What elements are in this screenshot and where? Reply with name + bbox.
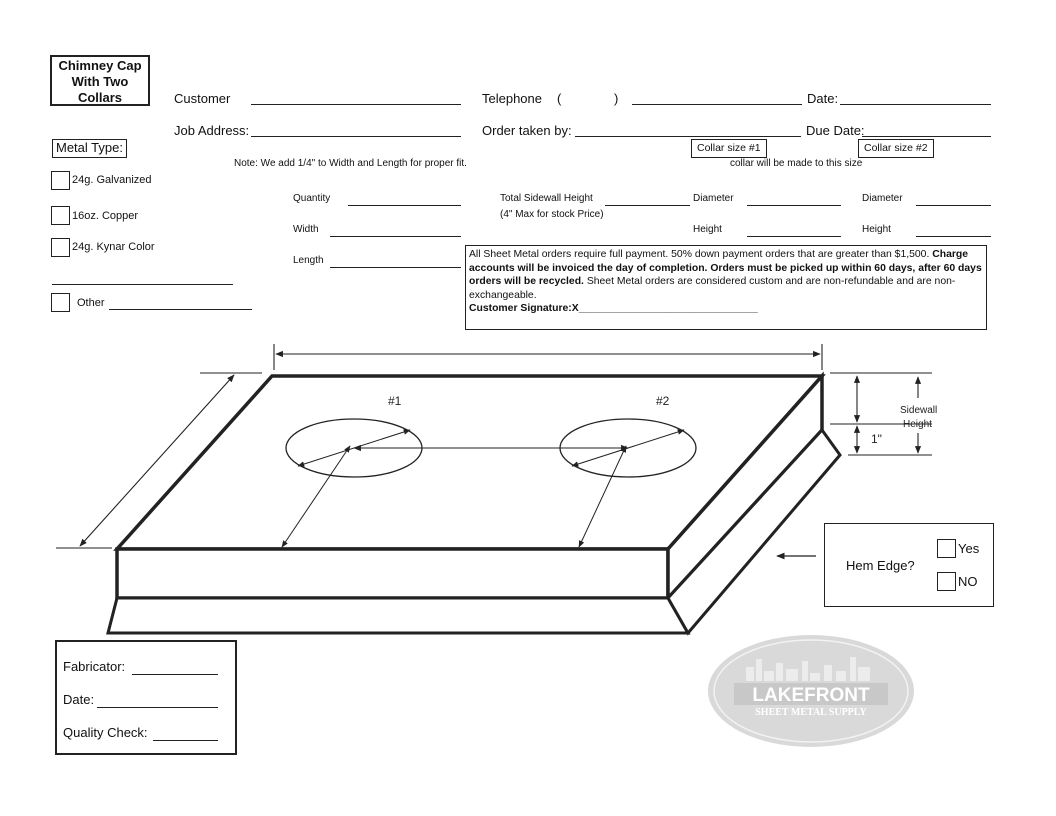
hem-yes-label: Yes (958, 541, 980, 556)
one-inch-label: 1" (871, 432, 882, 446)
fabricator-label: Fabricator: (63, 659, 126, 674)
date-label: Date: (807, 91, 839, 106)
telephone-label: Telephone (482, 91, 542, 106)
hem-flange-front (108, 598, 688, 633)
sidewall-label-1: Sidewall (900, 405, 938, 416)
hem-no-label: NO (958, 574, 978, 589)
customer-label: Customer (174, 91, 231, 106)
copper-label: 16oz. Copper (72, 210, 139, 222)
collar-2-size-heading: Collar size #2 (858, 139, 934, 158)
telephone-close-paren: ) (614, 91, 619, 106)
terms-bold-text: Charge accounts will be invoiced the day of completion. Orders must be picked up within 60 days, after 60 days orders will be recycled. (469, 249, 982, 287)
collar-1-size-heading: Collar size #1 (691, 139, 767, 158)
terms-text-2: Sheet Metal orders are considered custom and are non-refundable and are non-exchangeable. (469, 276, 956, 301)
collar-1-height-label: Height (693, 224, 722, 235)
fabricator-date-field[interactable] (97, 707, 218, 708)
lakefront-logo (706, 633, 916, 749)
quantity-label: Quantity (293, 193, 331, 204)
title-line-3: Collars (77, 90, 123, 105)
due-date-label: Due Date: (806, 123, 865, 138)
fabricator-field[interactable] (132, 674, 218, 675)
order-taken-label: Order taken by: (482, 123, 572, 138)
sidewall-note: (4" Max for stock Price) (500, 209, 604, 220)
hem-yes-checkbox[interactable] (937, 539, 956, 558)
galvanized-label: 24g. Galvanized (72, 174, 152, 186)
fabricator-date-label: Date: (63, 692, 95, 707)
fit-note: Note: We add 1/4" to Width and Length for proper fit. (234, 158, 467, 169)
collar-2-diameter-label: Diameter (862, 193, 903, 204)
hem-edge-label: Hem Edge? (846, 558, 915, 573)
customer-signature[interactable]: Customer Signature:X_______________________________ (469, 303, 758, 314)
collar-2-label: #2 (656, 394, 670, 408)
quality-check-label: Quality Check: (63, 725, 148, 740)
cap-front-face (117, 549, 668, 598)
collar-1-label: #1 (388, 394, 402, 408)
width-label: Width (293, 224, 319, 235)
telephone-open-paren: ( (557, 91, 562, 106)
hem-no-checkbox[interactable] (937, 572, 956, 591)
logo-text-1: LAKEFRONT (752, 685, 870, 706)
hem-edge-box (824, 523, 994, 607)
fabricator-box (55, 640, 237, 755)
length-label: Length (293, 255, 324, 266)
title-line-1: Chimney Cap (58, 58, 142, 73)
sidewall-label-2: Height (903, 419, 932, 430)
quality-check-field[interactable] (153, 740, 218, 741)
metal-type-heading: Metal Type: (52, 139, 127, 158)
collar-1-diameter-label: Diameter (693, 193, 734, 204)
terms-text-1: All Sheet Metal orders require full payment. 50% down payment orders that are greater than $1,500. (469, 249, 933, 260)
collar-2-height-label: Height (862, 224, 891, 235)
other-label: Other (77, 297, 105, 309)
sidewall-height-label: Total Sidewall Height (500, 193, 593, 204)
logo-text-2: SHEET METAL SUPPLY (755, 707, 867, 718)
title-line-2: With Two (71, 74, 129, 89)
collar-note: collar will be made to this size (730, 158, 863, 169)
job-address-label: Job Address: (174, 123, 250, 138)
kynar-label: 24g. Kynar Color (72, 241, 155, 253)
